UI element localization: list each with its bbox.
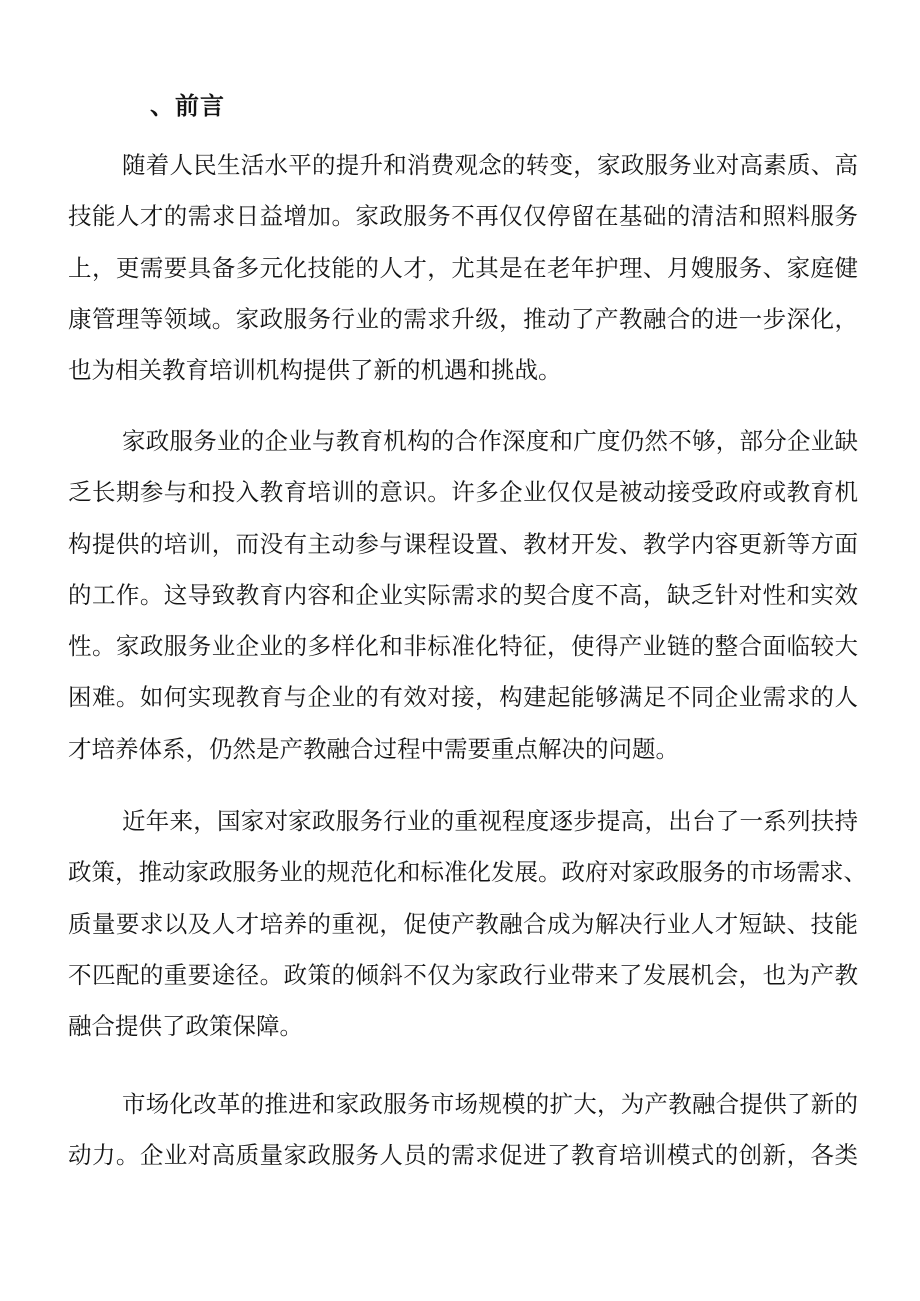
paragraph-line: 政策，推动家政服务业的规范化和标准化发展。政府对家政服务的市场需求、 <box>68 858 867 887</box>
paragraph-line: 的工作。这导致教育内容和企业实际需求的契合度不高，缺乏针对性和实效 <box>68 580 858 609</box>
paragraph-line: 随着人民生活水平的提升和消费观念的转变，家政服务业对高素质、高 <box>122 151 858 179</box>
paragraph-line: 乏长期参与和投入教育培训的意识。许多企业仅仅是被动接受政府或教育机 <box>68 478 858 507</box>
paragraph-3 <box>68 796 867 1052</box>
paragraph-line: 市场化改革的推进和家政服务市场规模的扩大，为产教融合提供了新的 <box>122 1090 858 1118</box>
paragraph-1 <box>68 140 858 396</box>
paragraph-line: 不匹配的重要途径。政策的倾斜不仅为家政行业带来了发展机会，也为产教 <box>68 960 858 989</box>
paragraph-line: 才培养体系，仍然是产教融合过程中需要重点解决的问题。 <box>68 734 679 763</box>
paragraph-line: 融合提供了政策保障。 <box>68 1012 303 1041</box>
paragraph-line: 困难。如何实现教育与企业的有效对接，构建起能够满足不同企业需求的人 <box>68 683 858 712</box>
paragraph-line: 动力。企业对高质量家政服务人员的需求促进了教育培训模式的创新，各类 <box>68 1141 858 1170</box>
paragraph-4 <box>68 1079 858 1182</box>
paragraph-line: 康管理等领域。家政服务行业的需求升级，推动了产教融合的进一步深化， <box>68 304 858 333</box>
paragraph-line: 性。家政服务业企业的多样化和非标准化特征，使得产业链的整合面临较大 <box>68 632 858 661</box>
paragraph-line: 质量要求以及人才培养的重视，促使产教融合成为解决行业人才短缺、技能 <box>68 909 858 938</box>
section-heading: 、前言 <box>150 91 225 120</box>
paragraph-line: 也为相关教育培训机构提供了新的机遇和挑战。 <box>68 356 562 385</box>
paragraph-line: 构提供的培训，而没有主动参与课程设置、教材开发、教学内容更新等方面 <box>68 529 858 558</box>
paragraph-2 <box>68 416 858 775</box>
paragraph-line: 家政服务业的企业与教育机构的合作深度和广度仍然不够，部分企业缺 <box>122 427 858 455</box>
paragraph-line: 技能人才的需求日益增加。家政服务不再仅仅停留在基础的清洁和照料服务 <box>68 202 858 231</box>
paragraph-line: 上，更需要具备多元化技能的人才，尤其是在老年护理、月嫂服务、家庭健 <box>68 253 858 282</box>
paragraph-line: 近年来，国家对家政服务行业的重视程度逐步提高，出台了一系列扶持 <box>122 807 858 835</box>
